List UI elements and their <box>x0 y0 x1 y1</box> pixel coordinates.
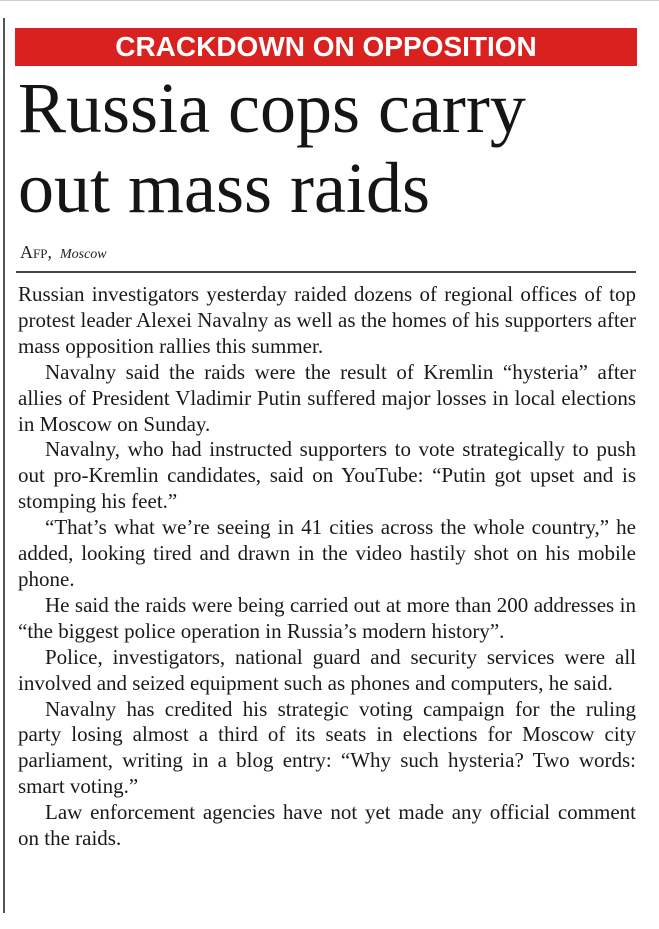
byline-divider <box>16 271 636 273</box>
article-paragraph: Law enforcement agencies have not yet made any official comment on the raids. <box>18 800 636 851</box>
article-paragraph: He said the raids were being carried out at more than 200 addresses in “the biggest police operation in Russia’s modern history”. <box>18 592 636 643</box>
article-paragraph: “That’s what we’re seeing in 41 cities across the whole country,” he added, looking tired and drawn in the video hastily shot on his mobile phone. <box>18 515 636 591</box>
article-paragraph: Police, investigators, national guard and security services were all involved and seized equipment such as phones and computers, he said. <box>18 644 636 695</box>
headline-line-1: Russia cops carry <box>18 68 526 148</box>
article-body <box>18 282 636 852</box>
headline <box>18 68 643 228</box>
section-kicker: CRACKDOWN ON OPPOSITION <box>15 28 637 66</box>
article-paragraph: Russian investigators yesterday raided dozens of regional offices of top protest leader Alexei Navalny as well as the homes of his supporters after mass opposition rallies this summer. <box>18 282 636 358</box>
byline-place: Moscow <box>59 247 107 262</box>
top-rule <box>0 0 659 1</box>
byline <box>20 242 107 263</box>
article-paragraph: Navalny has credited his strategic voting campaign for the ruling party losing almost a third of its seats in elections for Moscow city parliament, writing in a blog entry: “Why such hysteria? Two words: smart voting.” <box>18 696 636 799</box>
article-paragraph: Navalny said the raids were the result of Kremlin “hysteria” after allies of President Vladimir Putin suffered major losses in local elections in Moscow on Sunday. <box>18 359 636 436</box>
headline-line-2: out mass raids <box>18 148 430 228</box>
byline-agency: Afp, <box>20 242 52 262</box>
column-rule <box>3 18 5 913</box>
article-paragraph: Navalny, who had instructed supporters to vote strategically to push out pro-Kremlin candidates, said on YouTube: “Putin got upset and is stomping his feet.” <box>18 437 636 514</box>
